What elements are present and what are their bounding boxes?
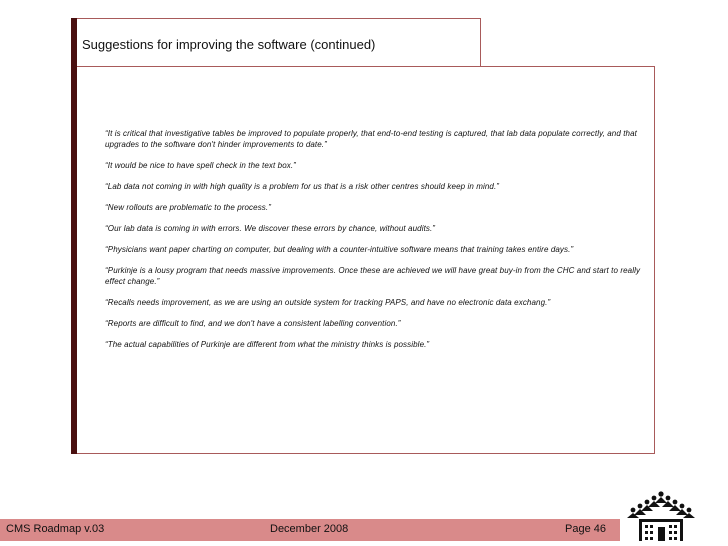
slide-title-box	[71, 18, 481, 67]
quote-item: “The actual capabilities of Purkinje are different from what the ministry thinks is possible.”	[105, 340, 430, 349]
quote-item: “Lab data not coming in with high quality is a problem for us that is a risk other centres should keep in mind.”	[105, 182, 500, 191]
quote-item: “Reports are difficult to find, and we don't have a consistent labelling convention.”	[105, 319, 401, 328]
quote-item: “Physicians want paper charting on computer, but dealing with a counter-intuitive software means that training takes entire days.”	[105, 245, 574, 254]
quote-item: “It would be nice to have spell check in the text box.”	[105, 161, 296, 170]
quotes-panel	[71, 66, 655, 454]
quote-item: “Our lab data is coming in with errors. We discover these errors by chance, without audits.”	[105, 224, 436, 233]
footer-bar	[0, 519, 620, 541]
house-people-logo-icon	[622, 490, 700, 542]
footer-doc-name: CMS Roadmap v.03	[6, 523, 105, 535]
quote-item: “New rollouts are problematic to the process.”	[105, 203, 271, 212]
quote-list	[105, 128, 650, 360]
footer-date: December 2008	[270, 523, 349, 535]
quote-item: “Recalls needs improvement, as we are using an outside system for tracking PAPS, and have no electronic data exchang.”	[105, 298, 551, 307]
quote-item: “Purkinje is a lousy program that needs massive improvements. Once these are achieved we will have great buy-in from the CHC and start to really effect change.”	[105, 266, 641, 286]
footer-page-number: Page 46	[565, 523, 606, 535]
slide-title: Suggestions for improving the software (continued)	[82, 37, 376, 52]
quote-item: “It is critical that investigative tables be improved to populate properly, that end-to-end testing is captured, that lab data populate correctly, and that upgrades to the software don't hinder improvements to date.”	[105, 129, 637, 149]
